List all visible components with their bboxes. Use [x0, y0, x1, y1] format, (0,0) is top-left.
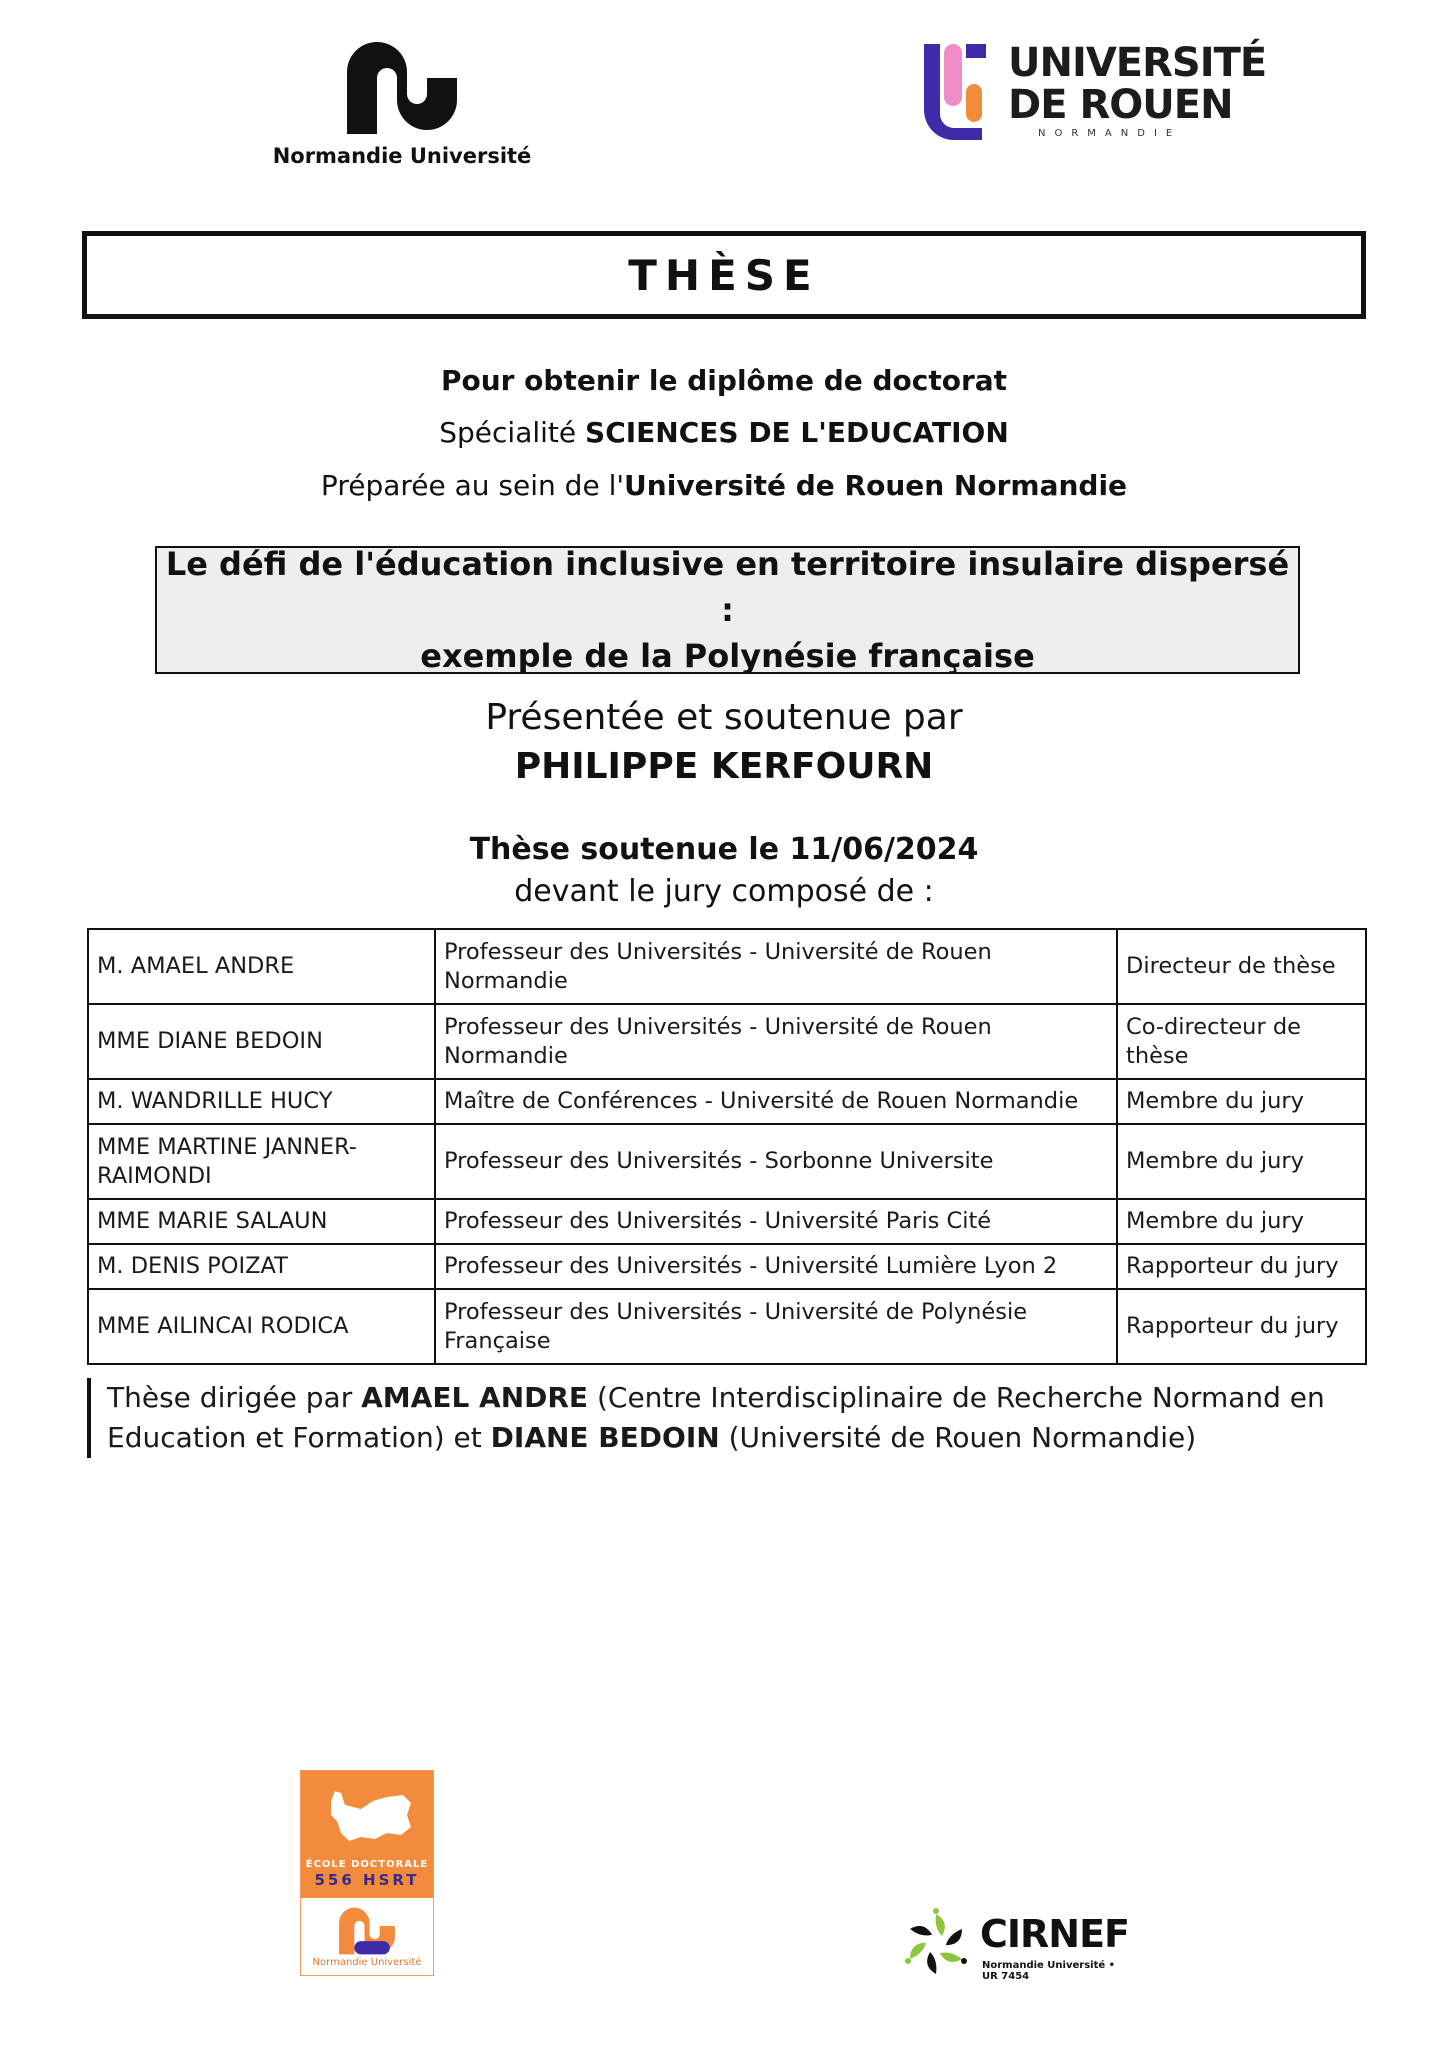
universite-rouen-mark-icon [920, 44, 1000, 140]
director2-affiliation: (Université de Rouen Normandie) [719, 1421, 1197, 1454]
author-name: PHILIPPE KERFOURN [514, 746, 934, 787]
defense-date: Thèse soutenue le 11/06/2024 [469, 832, 979, 867]
universite-rouen-line2: DE ROUEN [1008, 82, 1233, 128]
normandie-universite-logo [262, 38, 542, 178]
jury-position: Professeur des Universités - Université de Rouen Normandie [435, 929, 1117, 1004]
thesis-title-line1: Le défi de l'éducation inclusive en territoire insulaire dispersé : [165, 545, 1290, 629]
jury-name: MME DIANE BEDOIN [88, 1004, 435, 1079]
table-row [88, 1079, 1366, 1124]
director1-affiliation: (Centre Interdisciplinaire de Recherche Normand en Education et Formation) et [107, 1381, 1325, 1454]
cirnef-subtitle: Normandie Université • UR 7454 [982, 1960, 1116, 1982]
these-heading-box [82, 231, 1366, 319]
table-row [88, 1289, 1366, 1364]
cirnef-flower-icon [900, 1908, 972, 1980]
jury-position: Professeur des Universités - Université de Rouen Normandie [435, 1004, 1117, 1079]
presented-label: Présentée et soutenue par [485, 697, 963, 738]
jury-intro: devant le jury composé de : [514, 874, 934, 909]
jury-position: Professeur des Universités - Sorbonne Universite [435, 1124, 1117, 1199]
jury-role: Co-directeur de thèse [1117, 1004, 1366, 1079]
jury-table [87, 928, 1367, 1365]
director2-name: DIANE BEDOIN [490, 1421, 720, 1454]
normandy-map-icon [301, 1771, 433, 1861]
ecole-doctorale-label: ÉCOLE DOCTORALE [305, 1859, 429, 1870]
thesis-title-box [155, 546, 1300, 674]
jury-position: Professeur des Universités - Université Paris Cité [435, 1199, 1117, 1244]
jury-position: Professeur des Universités - Université de Polynésie Française [435, 1289, 1117, 1364]
specialty-value: SCIENCES DE L'EDUCATION [585, 416, 1009, 449]
ecole-doctorale-panel [301, 1771, 433, 1898]
specialty-line [0, 416, 1448, 449]
table-row [88, 1199, 1366, 1244]
these-heading: THÈSE [628, 250, 820, 300]
director1-name: AMAEL ANDRE [361, 1381, 589, 1414]
jury-role: Rapporteur du jury [1117, 1289, 1366, 1364]
directed-prefix: Thèse dirigée par [107, 1381, 362, 1414]
jury-role: Rapporteur du jury [1117, 1244, 1366, 1289]
jury-role: Membre du jury [1117, 1079, 1366, 1124]
table-row [88, 1124, 1366, 1199]
jury-name: MME MARIE SALAUN [88, 1199, 435, 1244]
thesis-title-line2: exemple de la Polynésie française [420, 637, 1035, 675]
table-row [88, 1004, 1366, 1079]
jury-role: Directeur de thèse [1117, 929, 1366, 1004]
obtain-diploma-line: Pour obtenir le diplôme de doctorat [440, 364, 1008, 397]
normandie-universite-caption: Normandie Université [272, 144, 532, 168]
directed-by-note [87, 1378, 1367, 1458]
normandie-universite-small-mark-icon [334, 1905, 400, 1955]
jury-name: M. WANDRILLE HUCY [88, 1079, 435, 1124]
universite-rouen-line1: UNIVERSITÉ [1008, 40, 1267, 86]
jury-position: Maître de Conférences - Université de Rouen Normandie [435, 1079, 1117, 1124]
jury-name: MME AILINCAI RODICA [88, 1289, 435, 1364]
ecole-doctorale-logo [300, 1770, 434, 1976]
cirnef-name: CIRNEF [980, 1912, 1130, 1956]
table-row [88, 1244, 1366, 1289]
jury-name: MME MARTINE JANNER-RAIMONDI [88, 1124, 435, 1199]
jury-name: M. DENIS POIZAT [88, 1244, 435, 1289]
universite-rouen-logo [920, 40, 1267, 142]
table-row [88, 929, 1366, 1004]
universite-rouen-line3: NORMANDIE [1038, 128, 1182, 139]
ecole-doctorale-nu-caption: Normandie Université [312, 1957, 422, 1968]
jury-role: Membre du jury [1117, 1199, 1366, 1244]
specialty-prefix: Spécialité [439, 416, 586, 449]
ecole-doctorale-number: 556 HSRT [314, 1871, 420, 1889]
cirnef-logo [900, 1908, 1130, 1982]
jury-name: M. AMAEL ANDRE [88, 929, 435, 1004]
jury-position: Professeur des Universités - Université Lumière Lyon 2 [435, 1244, 1117, 1289]
prepared-prefix: Préparée au sein de l' [320, 469, 625, 502]
prepared-line [0, 469, 1448, 502]
prepared-institution: Université de Rouen Normandie [624, 469, 1128, 502]
normandie-universite-mark-icon [337, 38, 467, 134]
jury-role: Membre du jury [1117, 1124, 1366, 1199]
